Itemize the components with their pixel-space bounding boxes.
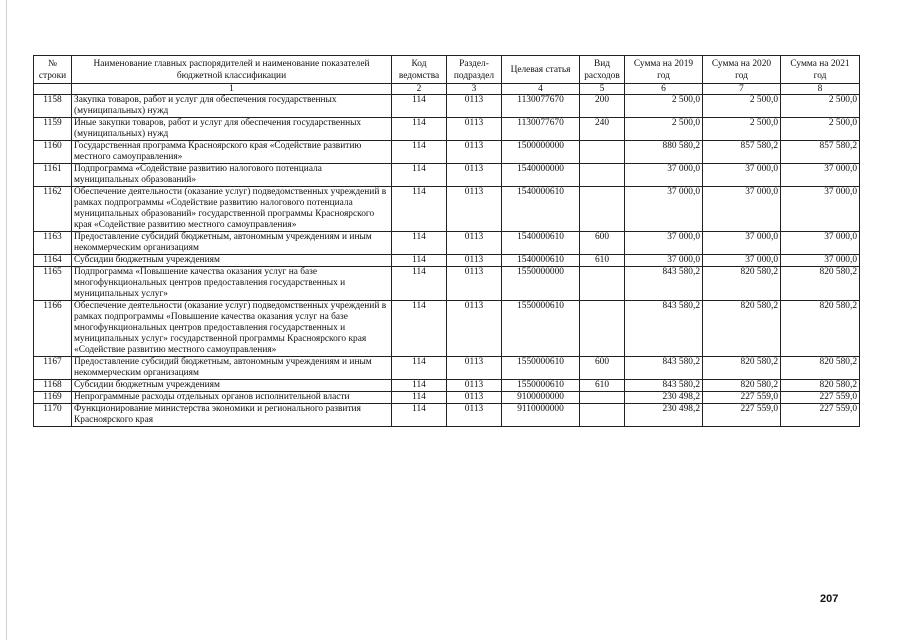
sum-2020: 227 559,0 <box>703 404 781 427</box>
row-name: Обеспечение деятельности (оказание услуг) подведомственных учреждений в рамках подпрограммы «Содействие развитию налогового потенциала муниципальных образований» государственной программы Красноярского края «Содействие развитию местного самоуправления» <box>72 187 392 232</box>
table-row <box>34 301 860 357</box>
column-number <box>34 84 72 95</box>
table-row <box>34 141 860 164</box>
section-code: 0113 <box>447 404 502 427</box>
sum-2020: 227 559,0 <box>703 392 781 404</box>
header-department-code: Код ведомства <box>392 56 447 84</box>
section-code: 0113 <box>447 357 502 380</box>
sum-2020: 2 500,0 <box>703 118 781 141</box>
column-number: 6 <box>625 84 703 95</box>
table-header-row <box>34 56 860 84</box>
sum-2021: 37 000,0 <box>781 255 860 267</box>
row-name: Предоставление субсидий бюджетным, автономным учреждениям и иным некоммерческим организациям <box>72 357 392 380</box>
sum-2020: 820 580,2 <box>703 380 781 392</box>
department-code: 114 <box>392 255 447 267</box>
department-code: 114 <box>392 118 447 141</box>
section-code: 0113 <box>447 141 502 164</box>
row-number: 1168 <box>34 380 72 392</box>
page-number: 207 <box>820 593 839 605</box>
row-name: Субсидии бюджетным учреждениям <box>72 380 392 392</box>
section-code: 0113 <box>447 164 502 187</box>
row-number: 1163 <box>34 232 72 255</box>
target-item: 1550000000 <box>502 267 580 301</box>
row-name: Государственная программа Красноярского края «Содействие развитию местного самоуправления» <box>72 141 392 164</box>
row-name: Закупка товаров, работ и услуг для обеспечения государственных (муниципальных) нужд <box>72 95 392 118</box>
sum-2021: 37 000,0 <box>781 187 860 232</box>
target-item: 1550000610 <box>502 357 580 380</box>
row-number: 1159 <box>34 118 72 141</box>
row-number: 1160 <box>34 141 72 164</box>
row-name: Обеспечение деятельности (оказание услуг) подведомственных учреждений в рамках подпрограммы «Повышение качества оказания услуг на базе многофункциональных центров предоставления государственных и муниципальных услуг» государственной программы Красноярского края «Содействие развитию местного самоуправления» <box>72 301 392 357</box>
header-section: Раздел-подраздел <box>447 56 502 84</box>
department-code: 114 <box>392 380 447 392</box>
sum-2021: 820 580,2 <box>781 357 860 380</box>
section-code: 0113 <box>447 255 502 267</box>
row-number: 1170 <box>34 404 72 427</box>
sum-2019: 37 000,0 <box>625 187 703 232</box>
sum-2020: 37 000,0 <box>703 187 781 232</box>
table-row <box>34 118 860 141</box>
sum-2020: 2 500,0 <box>703 95 781 118</box>
target-item: 1130077670 <box>502 118 580 141</box>
row-name: Предоставление субсидий бюджетным, автономным учреждениям и иным некоммерческим организациям <box>72 232 392 255</box>
sum-2021: 820 580,2 <box>781 380 860 392</box>
department-code: 114 <box>392 267 447 301</box>
target-item: 1130077670 <box>502 95 580 118</box>
sum-2019: 2 500,0 <box>625 118 703 141</box>
section-code: 0113 <box>447 95 502 118</box>
column-number: 5 <box>580 84 625 95</box>
table-row <box>34 187 860 232</box>
sum-2021: 820 580,2 <box>781 267 860 301</box>
target-item: 1500000000 <box>502 141 580 164</box>
table-row <box>34 255 860 267</box>
department-code: 114 <box>392 141 447 164</box>
department-code: 114 <box>392 95 447 118</box>
row-name: Непрограммные расходы отдельных органов исполнительной власти <box>72 392 392 404</box>
target-item: 1540000000 <box>502 164 580 187</box>
header-sum-2020: Сумма на 2020 год <box>703 56 781 84</box>
section-code: 0113 <box>447 232 502 255</box>
column-number: 8 <box>781 84 860 95</box>
budget-table <box>33 55 860 427</box>
sum-2021: 37 000,0 <box>781 232 860 255</box>
sum-2021: 857 580,2 <box>781 141 860 164</box>
sum-2021: 820 580,2 <box>781 301 860 357</box>
header-row-number: № строки <box>34 56 72 84</box>
expense-kind <box>580 187 625 232</box>
header-name: Наименование главных распорядителей и наименование показателей бюджетной классификации <box>72 56 392 84</box>
section-code: 0113 <box>447 380 502 392</box>
table-row <box>34 404 860 427</box>
row-number: 1164 <box>34 255 72 267</box>
sum-2020: 857 580,2 <box>703 141 781 164</box>
department-code: 114 <box>392 404 447 427</box>
sum-2021: 227 559,0 <box>781 392 860 404</box>
department-code: 114 <box>392 392 447 404</box>
expense-kind <box>580 141 625 164</box>
expense-kind <box>580 404 625 427</box>
sum-2020: 820 580,2 <box>703 357 781 380</box>
target-item: 1540000610 <box>502 187 580 232</box>
expense-kind <box>580 301 625 357</box>
sum-2021: 37 000,0 <box>781 164 860 187</box>
expense-kind <box>580 164 625 187</box>
column-number: 3 <box>447 84 502 95</box>
target-item: 9110000000 <box>502 404 580 427</box>
expense-kind: 610 <box>580 380 625 392</box>
column-number-row <box>34 84 860 95</box>
sum-2019: 230 498,2 <box>625 404 703 427</box>
row-name: Функционирование министерства экономики и регионального развития Красноярского края <box>72 404 392 427</box>
sum-2020: 37 000,0 <box>703 164 781 187</box>
row-number: 1166 <box>34 301 72 357</box>
sum-2019: 37 000,0 <box>625 255 703 267</box>
sum-2021: 2 500,0 <box>781 118 860 141</box>
sum-2019: 843 580,2 <box>625 380 703 392</box>
target-item: 1550000610 <box>502 301 580 357</box>
expense-kind <box>580 392 625 404</box>
table-row <box>34 232 860 255</box>
column-number: 1 <box>72 84 392 95</box>
section-code: 0113 <box>447 187 502 232</box>
target-item: 9100000000 <box>502 392 580 404</box>
sum-2019: 37 000,0 <box>625 164 703 187</box>
expense-kind: 600 <box>580 357 625 380</box>
target-item: 1540000610 <box>502 232 580 255</box>
sum-2019: 843 580,2 <box>625 357 703 380</box>
expense-kind: 240 <box>580 118 625 141</box>
sum-2020: 37 000,0 <box>703 255 781 267</box>
table-row <box>34 267 860 301</box>
table-row <box>34 380 860 392</box>
row-number: 1158 <box>34 95 72 118</box>
row-number: 1162 <box>34 187 72 232</box>
expense-kind: 600 <box>580 232 625 255</box>
column-number: 2 <box>392 84 447 95</box>
row-number: 1167 <box>34 357 72 380</box>
sum-2019: 843 580,2 <box>625 301 703 357</box>
row-number: 1169 <box>34 392 72 404</box>
expense-kind: 200 <box>580 95 625 118</box>
table-row <box>34 392 860 404</box>
sum-2021: 227 559,0 <box>781 404 860 427</box>
table-row <box>34 164 860 187</box>
column-number: 4 <box>502 84 580 95</box>
sum-2020: 820 580,2 <box>703 301 781 357</box>
row-name: Иные закупки товаров, работ и услуг для обеспечения государственных (муниципальных) нужд <box>72 118 392 141</box>
section-code: 0113 <box>447 301 502 357</box>
target-item: 1540000610 <box>502 255 580 267</box>
department-code: 114 <box>392 187 447 232</box>
expense-kind <box>580 267 625 301</box>
page-binding-edge <box>6 0 7 640</box>
department-code: 114 <box>392 232 447 255</box>
sum-2019: 2 500,0 <box>625 95 703 118</box>
header-expense-kind: Вид расходов <box>580 56 625 84</box>
table-row <box>34 95 860 118</box>
section-code: 0113 <box>447 267 502 301</box>
sum-2019: 37 000,0 <box>625 232 703 255</box>
sum-2019: 230 498,2 <box>625 392 703 404</box>
sum-2020: 820 580,2 <box>703 267 781 301</box>
row-name: Подпрограмма «Повышение качества оказания услуг на базе многофункциональных центров предоставления государственных и муниципальных услуг» <box>72 267 392 301</box>
header-sum-2019: Сумма на 2019 год <box>625 56 703 84</box>
column-number: 7 <box>703 84 781 95</box>
department-code: 114 <box>392 357 447 380</box>
target-item: 1550000610 <box>502 380 580 392</box>
section-code: 0113 <box>447 392 502 404</box>
expense-kind: 610 <box>580 255 625 267</box>
section-code: 0113 <box>447 118 502 141</box>
department-code: 114 <box>392 301 447 357</box>
row-name: Субсидии бюджетным учреждениям <box>72 255 392 267</box>
sum-2020: 37 000,0 <box>703 232 781 255</box>
row-number: 1165 <box>34 267 72 301</box>
header-target-item: Целевая статья <box>502 56 580 84</box>
row-name: Подпрограмма «Содействие развитию налогового потенциала муниципальных образований» <box>72 164 392 187</box>
sum-2019: 880 580,2 <box>625 141 703 164</box>
sum-2019: 843 580,2 <box>625 267 703 301</box>
header-sum-2021: Сумма на 2021 год <box>781 56 860 84</box>
table-row <box>34 357 860 380</box>
sum-2021: 2 500,0 <box>781 95 860 118</box>
row-number: 1161 <box>34 164 72 187</box>
department-code: 114 <box>392 164 447 187</box>
